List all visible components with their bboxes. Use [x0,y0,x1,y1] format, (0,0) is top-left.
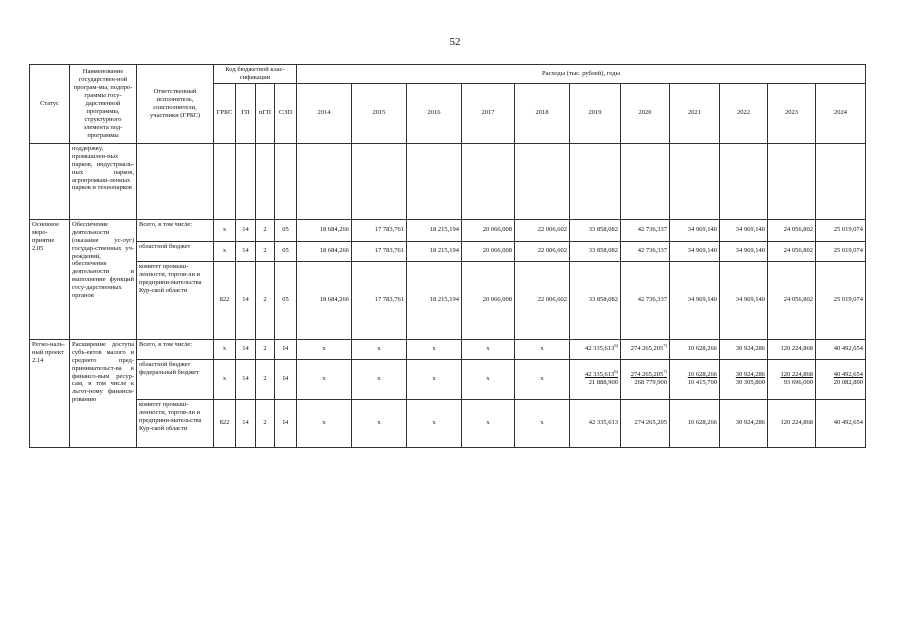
event-205-regional-row [30,241,866,261]
value-cell: 34 969,140 [720,219,768,241]
code-cell: 05 [275,241,297,261]
code-cell: х [214,219,236,241]
code-cell: 2 [256,241,275,261]
footnote-mark: 7) [663,343,667,349]
value-cell-2019: 42 335,613$^{6)}$ [570,339,621,359]
value-cell: х [297,399,352,447]
value-cell: х [515,359,570,399]
value-cell: х [515,339,570,359]
value-cell: 17 783,761 [352,241,407,261]
header-year: 2014 [297,83,352,143]
value-cell: х [407,359,462,399]
code-cell: 2 [256,339,275,359]
header-expenses: Расходы (тыс. рублей), годы [297,65,866,84]
value-cell: 33 858,082 [570,261,621,339]
value-cell: 33 858,082 [570,241,621,261]
value-cell: 18 684,266 [297,241,352,261]
value-cell: 22 006,602 [515,241,570,261]
code-cell: 14 [236,219,256,241]
header-year: 2023 [768,83,816,143]
value-cell: 34 969,140 [670,219,720,241]
value-cell: 120 224,868 [768,339,816,359]
value-cell: х [352,339,407,359]
value-cell: 40 492,654 [816,339,866,359]
header-year: 2020 [621,83,670,143]
value-cell: х [352,399,407,447]
project-214-status: Регио-наль-ный проект 2.14 [30,339,70,447]
header-year: 2015 [352,83,407,143]
value-cell: 18 215,194 [407,261,462,339]
value-cell: х [515,399,570,447]
header-responsible: Ответственный исполнитель, соисполнители, участники (ГРБС) [137,65,214,144]
event-205-resp-committee: комитет промыш-ленности, торгов-ли и предприни-мательства Кур-ской области [137,261,214,339]
header-pgp: пГП [256,83,275,143]
value-pair-2024: 40 492,654 20 082,800 [816,359,866,399]
code-cell: 05 [275,261,297,339]
code-cell: х [214,241,236,261]
value-cell: 42 335,613 [570,399,621,447]
project-214-resp-budgets [137,359,214,399]
value-cell: 10 628,266 [670,339,720,359]
header-gp: ГП [236,83,256,143]
value-cell: 17 783,761 [352,261,407,339]
value-cell: 34 969,140 [670,261,720,339]
value-cell: 42 736,337 [621,219,670,241]
header-year: 2022 [720,83,768,143]
code-cell: 822 [214,399,236,447]
value-cell: 120 224,868 [768,399,816,447]
code-cell: I4 [275,359,297,399]
code-cell: х [214,339,236,359]
code-cell: 822 [214,261,236,339]
value-cell: 22 006,602 [515,219,570,241]
value-cell: 40 492,654 [816,399,866,447]
value-cell: 17 783,761 [352,219,407,241]
value-cell: 34 969,140 [720,261,768,339]
header-status: Статус [30,65,70,144]
header-grbs: ГРБС [214,83,236,143]
value-cell: 42 736,337 [621,241,670,261]
header-year: 2021 [670,83,720,143]
header-year: 2019 [570,83,621,143]
value-cell: 25 019,074 [816,261,866,339]
value-cell: 10 628,266 [670,399,720,447]
value-cell: 24 056,802 [768,241,816,261]
code-cell: I4 [275,339,297,359]
code-cell: I4 [275,399,297,447]
event-205-resp-total: Всего, в том числе: [137,219,214,241]
code-cell: 2 [256,261,275,339]
value-cell: 24 056,802 [768,261,816,339]
code-cell: 14 [236,261,256,339]
value-pair-2019: 42 335,613$^{6)}$ 21 888,900 [570,359,621,399]
header-budget-code: Код бюджетной клас-сификации [214,65,297,84]
event-205-resp-regional: областной бюджет [137,241,214,261]
event-205-total-row [30,219,866,241]
value-cell: х [462,359,515,399]
footnote-mark: 6) [614,343,618,349]
value-cell: 18 684,266 [297,261,352,339]
project-214-total-row [30,339,866,359]
code-cell: 05 [275,219,297,241]
value-cell: 25 019,074 [816,241,866,261]
value-cell: 24 056,802 [768,219,816,241]
event-205-status: Основное меро-приятие 2.05 [30,219,70,339]
continuation-row [30,143,866,219]
header-year: 2016 [407,83,462,143]
code-cell: 2 [256,359,275,399]
value-cell: х [462,339,515,359]
value-cell: 34 969,140 [670,241,720,261]
value-cell: 20 066,008 [462,261,515,339]
value-pair-2020: 274 265,205$^{7)}$ 268 779,900 [621,359,670,399]
value-pair-2021: 10 628,266 10 415,700 [670,359,720,399]
code-cell: 14 [236,359,256,399]
value-cell: х [297,359,352,399]
value-cell: 33 858,082 [570,219,621,241]
continuation-name: поддержку, промышлен-ных парков, индустриаль-ных парков, агропромыш-ленных парков и технопарков [70,143,137,219]
code-cell: 2 [256,399,275,447]
value-pair-2023: 120 224,868 93 696,000 [768,359,816,399]
header-row-1 [30,65,866,84]
footnote-mark: 7) [663,369,667,375]
value-cell: 20 066,008 [462,241,515,261]
header-year: 2024 [816,83,866,143]
value-cell: х [407,339,462,359]
header-year: 2017 [462,83,515,143]
project-214-name: Расширение доступа субъ-ектов малого и среднего пред-принимательст-ва к финансо-вым ресур-сам, в том числе к льгот-ному финанси-рованию [70,339,137,447]
value-cell: 18 215,194 [407,219,462,241]
value-cell: 274 265,205 [621,399,670,447]
event-205-committee-row [30,261,866,339]
footnote-mark: 6) [614,369,618,375]
header-name: Наименование государствен-ной програм-мы, подпро-граммы госу-дарственной программы, структурного элемента под-программы [70,65,137,144]
project-214-budgets-row [30,359,866,399]
header-year: 2018 [515,83,570,143]
project-214-resp-total: Всего, в том числе: [137,339,214,359]
value-cell: х [352,359,407,399]
resp-federal-budget: федеральный бюджет [139,368,199,376]
value-cell: 34 969,140 [720,241,768,261]
value-cell: х [297,339,352,359]
code-cell: 14 [236,339,256,359]
value-cell: х [462,399,515,447]
code-cell: 14 [236,399,256,447]
code-cell: х [214,359,236,399]
value-cell: 18 684,266 [297,219,352,241]
value-cell: 30 924,286 [720,339,768,359]
value-cell-2020: 274 265,205$^{7)}$ [621,339,670,359]
value-cell: 22 006,602 [515,261,570,339]
value-cell: 25 019,074 [816,219,866,241]
project-214-resp-committee: комитет промыш-ленности, торгов-ли и предприни-мательства Кур-ской области [137,399,214,447]
header-sep: СЭП [275,83,297,143]
value-cell: 18 215,194 [407,241,462,261]
event-205-name: Обеспечение деятельности (оказание ус-луг) государ-ственных уч-реждений, обеспечение деятельности и выполнение функций госу-дарственных органов [70,219,137,339]
code-cell: 2 [256,219,275,241]
resp-regional-budget: областной бюджет [139,360,191,368]
budget-table [29,64,866,448]
value-pair-2022: 30 924,286 30 305,800 [720,359,768,399]
page-number: 52 [449,36,461,48]
project-214-committee-row [30,399,866,447]
value-cell: х [407,399,462,447]
value-cell: 42 736,337 [621,261,670,339]
value-cell: 30 924,286 [720,399,768,447]
value-cell: 20 066,008 [462,219,515,241]
code-cell: 14 [236,241,256,261]
